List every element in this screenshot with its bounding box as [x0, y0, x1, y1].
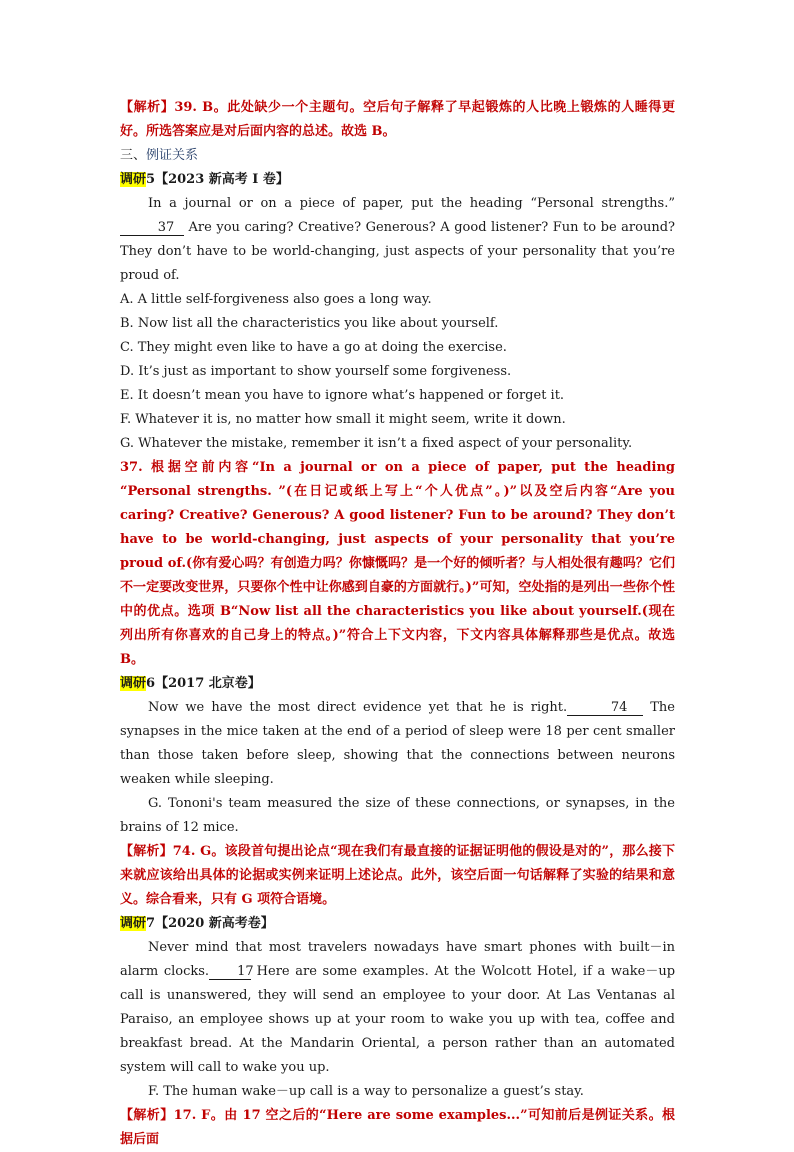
item7-num: 7 [146, 916, 156, 931]
item6-passage: Now we have the most direct evidence yet that he is right. 74 The synapses in the mice taken at the end of a period of sleep were 18 per cent smaller than those taken before sleep, showing that the connections between neurons weaken while sleeping. [120, 700, 675, 787]
item6-blank: 74 [567, 701, 643, 716]
analysis-label: 【解析】 [120, 100, 175, 115]
item7-option: F. The human wake－up call is a way to personalize a guest’s stay. [148, 1084, 584, 1099]
item5-option-g: G. Whatever the mistake, remember it isn’t a fixed aspect of your personality. [120, 436, 633, 451]
item5-heading [120, 168, 675, 192]
section-title: 例证关系 [146, 148, 199, 163]
item5-passage: In a journal or on a piece of paper, put the heading “Personal strengths.”37 Are you caring? Creative? Generous? A good listener? Fun to be around? They don’t have to be world-changing, just aspects of your personality that you’re proud of. [120, 196, 675, 283]
analysis-text: 74. G。该段首句提出论点“现在我们有最直接的证据证明他的假设是对的”，那么接下来就应该给出具体的论据或实例来证明上述论点。此外，该空后面一句话解释了实验的结果和意义。综合看来，只有 G 项符合语境。 [120, 844, 675, 907]
document-page [120, 96, 675, 1152]
item5-option-c: C. They might even like to have a go at doing the exercise. [120, 340, 507, 355]
item5-option-f: F. Whatever it is, no matter how small it might seem, write it down. [120, 412, 566, 427]
item7-passage: Never mind that most travelers nowadays have smart phones with built－in alarm clocks. 17 Here are some examples. At the Wolcott Hotel, if a wake－up call is unanswered, they will send an employee to your door. At Las Ventanas al Paraiso, an employee shows up at your room to wake you up with tea, coffee and breakfast bread. At the Mandarin Oriental, a person rather than an automated system will call to wake you up. [120, 940, 676, 1075]
item7-blank: 17 [209, 965, 251, 980]
item7-heading [120, 912, 675, 936]
item6-analysis [120, 840, 675, 912]
item5-analysis: 37. 根据空前内容“In a journal or on a piece of paper, put the heading “Personal strengths. ”(在日记或纸上写上“个人优点”。)”以及空后内容“Are you caring? Creative? Generous? A good listener? Fun to be around? They don’t have to be world-changing, just aspects of your personality that you’re proud of.(你有爱心吗？有创造力吗？你慷慨吗？是一个好的倾听者？与人相处很有趣吗？它们不一定要改变世界，只要你个性中让你感到自豪的方面就行。)”可知，空处指的是列出一些你个性中的优点。选项 B“Now list all the characteristics you like about yourself.(现在列出所有你喜欢的自己身上的特点。)”符合上下文内容，下文内容具体解释那些是优点。故选 B。 [120, 460, 675, 667]
item6-heading [120, 672, 675, 696]
analysis-label: 【解析】 [120, 1108, 174, 1123]
item5-source: 【2023 新高考 I 卷】 [155, 172, 289, 187]
item7-source: 【2020 新高考卷】 [155, 916, 274, 931]
item5-num: 5 [146, 172, 156, 187]
analysis-text: 39. B。此处缺少一个主题句。空后句子解释了早起锻炼的人比晚上锻炼的人睡得更好。所选答案应是对后面内容的总述。故选 B。 [120, 100, 675, 139]
intro-analysis [120, 96, 675, 144]
item5-tag: 调研 [120, 172, 147, 187]
item5-option-e: E. It doesn’t mean you have to ignore what’s happened or forget it. [120, 388, 565, 403]
analysis-label: 【解析】 [120, 844, 173, 859]
item5-option-d: D. It’s just as important to show yourself some forgiveness. [120, 364, 512, 379]
item6-option: G. Tononi's team measured the size of these connections, or synapses, in the brains of 12 mice. [120, 796, 675, 835]
item6-num: 6 [146, 676, 156, 691]
item5-option-b: B. Now list all the characteristics you like about yourself. [120, 316, 499, 331]
item5-blank: 37 [120, 221, 184, 236]
item7-analysis [120, 1104, 675, 1152]
section-heading [120, 144, 675, 168]
section-prefix: 三、 [120, 148, 147, 163]
item6-tag: 调研 [120, 676, 147, 691]
analysis-text: 17. F。由 17 空之后的“Here are some examples...”可知前后是例证关系。根据后面 [120, 1108, 675, 1147]
item5-option-a: A. A little self-forgiveness also goes a long way. [120, 292, 432, 307]
item6-source: 【2017 北京卷】 [155, 676, 261, 691]
item7-tag: 调研 [120, 916, 147, 931]
